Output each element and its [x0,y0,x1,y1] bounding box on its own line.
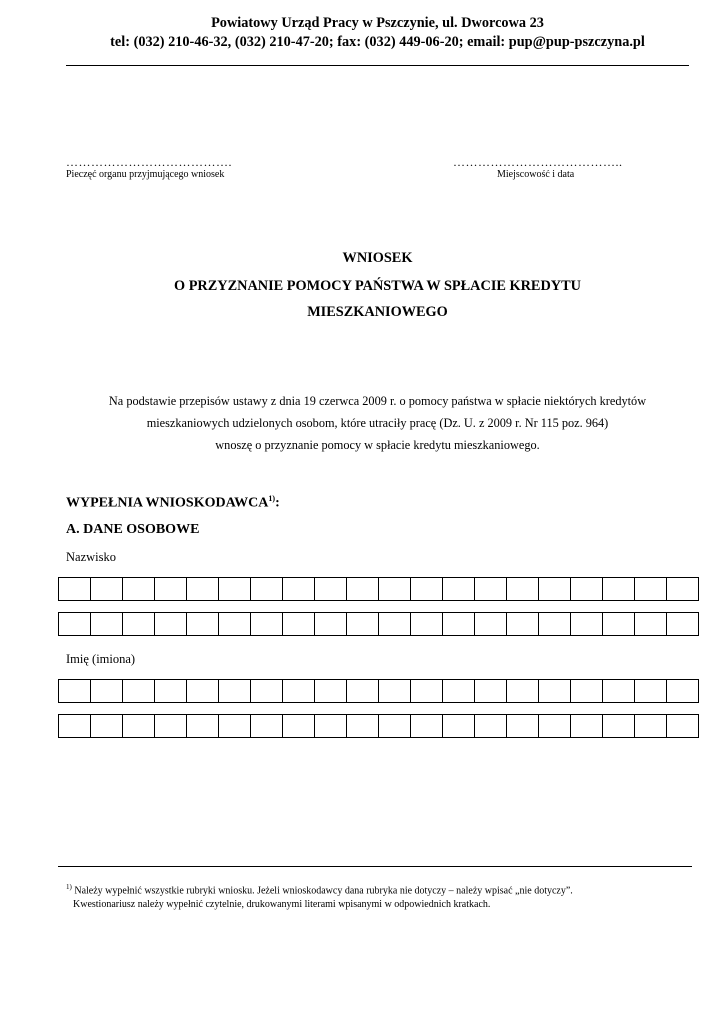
letter-box[interactable] [187,577,219,601]
letter-box[interactable] [507,679,539,703]
letter-box[interactable] [475,714,507,738]
stamp-dotted-line: …………………………………. [66,155,232,169]
letter-box[interactable] [283,612,315,636]
footnote-ref: 1) [268,494,276,503]
letter-box[interactable] [507,577,539,601]
footnote [66,880,686,912]
intro-line-3: wnoszę o przyznanie pomocy w spłacie kredytu mieszkaniowego. [215,438,540,452]
letter-box[interactable] [123,679,155,703]
intro-line-1: Na podstawie przepisów ustawy z dnia 19 czerwca 2009 r. o pomocy państwa w spłacie niektórych kredytów [108,394,647,408]
letter-box[interactable] [379,577,411,601]
letter-box[interactable] [667,679,699,703]
office-address: Powiatowy Urząd Pracy w Pszczynie, ul. Dworcowa 23 [211,15,544,31]
letter-box[interactable] [411,577,443,601]
letter-box[interactable] [571,714,603,738]
letter-box[interactable] [411,612,443,636]
letter-box[interactable] [219,577,251,601]
letter-box[interactable] [347,679,379,703]
letter-box[interactable] [443,577,475,601]
first-name-grid-row-2[interactable] [58,714,699,738]
letter-box[interactable] [571,612,603,636]
letter-box[interactable] [443,679,475,703]
letter-box[interactable] [123,714,155,738]
letter-box[interactable] [571,577,603,601]
letter-box[interactable] [123,577,155,601]
letter-box[interactable] [251,714,283,738]
footnote-divider [58,866,692,867]
first-name-grid-row-1[interactable] [58,679,699,703]
letter-box[interactable] [251,577,283,601]
letter-box[interactable] [155,577,187,601]
letter-box[interactable] [187,612,219,636]
surname-label: Nazwisko [66,550,116,564]
letter-box[interactable] [91,577,123,601]
letter-box[interactable] [59,612,91,636]
footnote-line-1: Należy wypełnić wszystkie rubryki wniosku. Jeżeli wnioskodawcy dana rubryka nie dotyczy – należy wpisać „nie dotyczy”. [74,885,573,897]
letter-box[interactable] [219,714,251,738]
letter-box[interactable] [571,679,603,703]
document-subtitle-2: MIESZKANIOWEGO [307,304,448,320]
letter-box[interactable] [539,679,571,703]
letter-box[interactable] [155,679,187,703]
letter-box[interactable] [539,577,571,601]
letter-box[interactable] [475,577,507,601]
intro-line-2: mieszkaniowych udzielonych osobom, które utraciły pracę (Dz. U. z 2009 r. Nr 115 poz. 964) [146,416,609,430]
document-subtitle-1: O PRZYZNANIE POMOCY PAŃSTWA W SPŁACIE KREDYTU [174,278,581,294]
letter-box[interactable] [155,714,187,738]
letter-box[interactable] [539,714,571,738]
surname-grid-row-2[interactable] [58,612,699,636]
intro-paragraph [40,390,715,456]
applicant-section-heading: WYPEŁNIA WNIOSKODAWCA$^{1)}$: [66,494,280,511]
letter-box[interactable] [91,612,123,636]
document-title: WNIOSEK [342,250,413,266]
office-header [40,14,715,52]
letter-box[interactable] [475,612,507,636]
footnote-line-2: Kwestionariusz należy wypełnić czytelnie, drukowanymi literami wpisanymi w odpowiednich kratkach. [73,899,491,911]
letter-box[interactable] [347,577,379,601]
letter-box[interactable] [507,612,539,636]
letter-box[interactable] [379,612,411,636]
letter-box[interactable] [187,714,219,738]
letter-box[interactable] [411,679,443,703]
letter-box[interactable] [187,679,219,703]
letter-box[interactable] [59,679,91,703]
footnote-marker: 1) [66,883,72,891]
letter-box[interactable] [379,714,411,738]
letter-box[interactable] [315,679,347,703]
letter-box[interactable] [603,577,635,601]
letter-box[interactable] [347,714,379,738]
letter-box[interactable] [603,714,635,738]
letter-box[interactable] [155,612,187,636]
letter-box[interactable] [475,679,507,703]
letter-box[interactable] [91,714,123,738]
letter-box[interactable] [283,679,315,703]
place-date-dotted-line: ………………………………….. [453,155,623,169]
header-divider [66,65,689,66]
letter-box[interactable] [411,714,443,738]
letter-box[interactable] [347,612,379,636]
letter-box[interactable] [59,714,91,738]
letter-box[interactable] [635,577,667,601]
letter-box[interactable] [315,714,347,738]
letter-box[interactable] [443,612,475,636]
letter-box[interactable] [251,679,283,703]
letter-box[interactable] [283,714,315,738]
letter-box[interactable] [251,612,283,636]
letter-box[interactable] [443,714,475,738]
letter-box[interactable] [667,714,699,738]
letter-box[interactable] [283,577,315,601]
letter-box[interactable] [123,612,155,636]
personal-data-heading: A. DANE OSOBOWE [66,522,200,537]
letter-box[interactable] [379,679,411,703]
letter-box[interactable] [667,577,699,601]
first-name-label: Imię (imiona) [66,652,136,666]
office-contacts: tel: (032) 210-46-32, (032) 210-47-20; fax: (032) 449-06-20; email: pup@pup-pszczyna.pl [110,34,645,50]
letter-box[interactable] [315,577,347,601]
letter-box[interactable] [603,612,635,636]
letter-box[interactable] [315,612,347,636]
letter-box[interactable] [667,612,699,636]
letter-box[interactable] [507,714,539,738]
letter-box[interactable] [91,679,123,703]
letter-box[interactable] [635,612,667,636]
letter-box[interactable] [635,679,667,703]
surname-grid-row-1[interactable] [58,577,699,601]
letter-box[interactable] [603,679,635,703]
letter-box[interactable] [219,612,251,636]
letter-box[interactable] [219,679,251,703]
letter-box[interactable] [635,714,667,738]
letter-box[interactable] [539,612,571,636]
stamp-label: Pieczęć organu przyjmującego wniosek [66,169,225,180]
letter-box[interactable] [59,577,91,601]
place-date-label: Miejscowość i data [497,169,575,180]
